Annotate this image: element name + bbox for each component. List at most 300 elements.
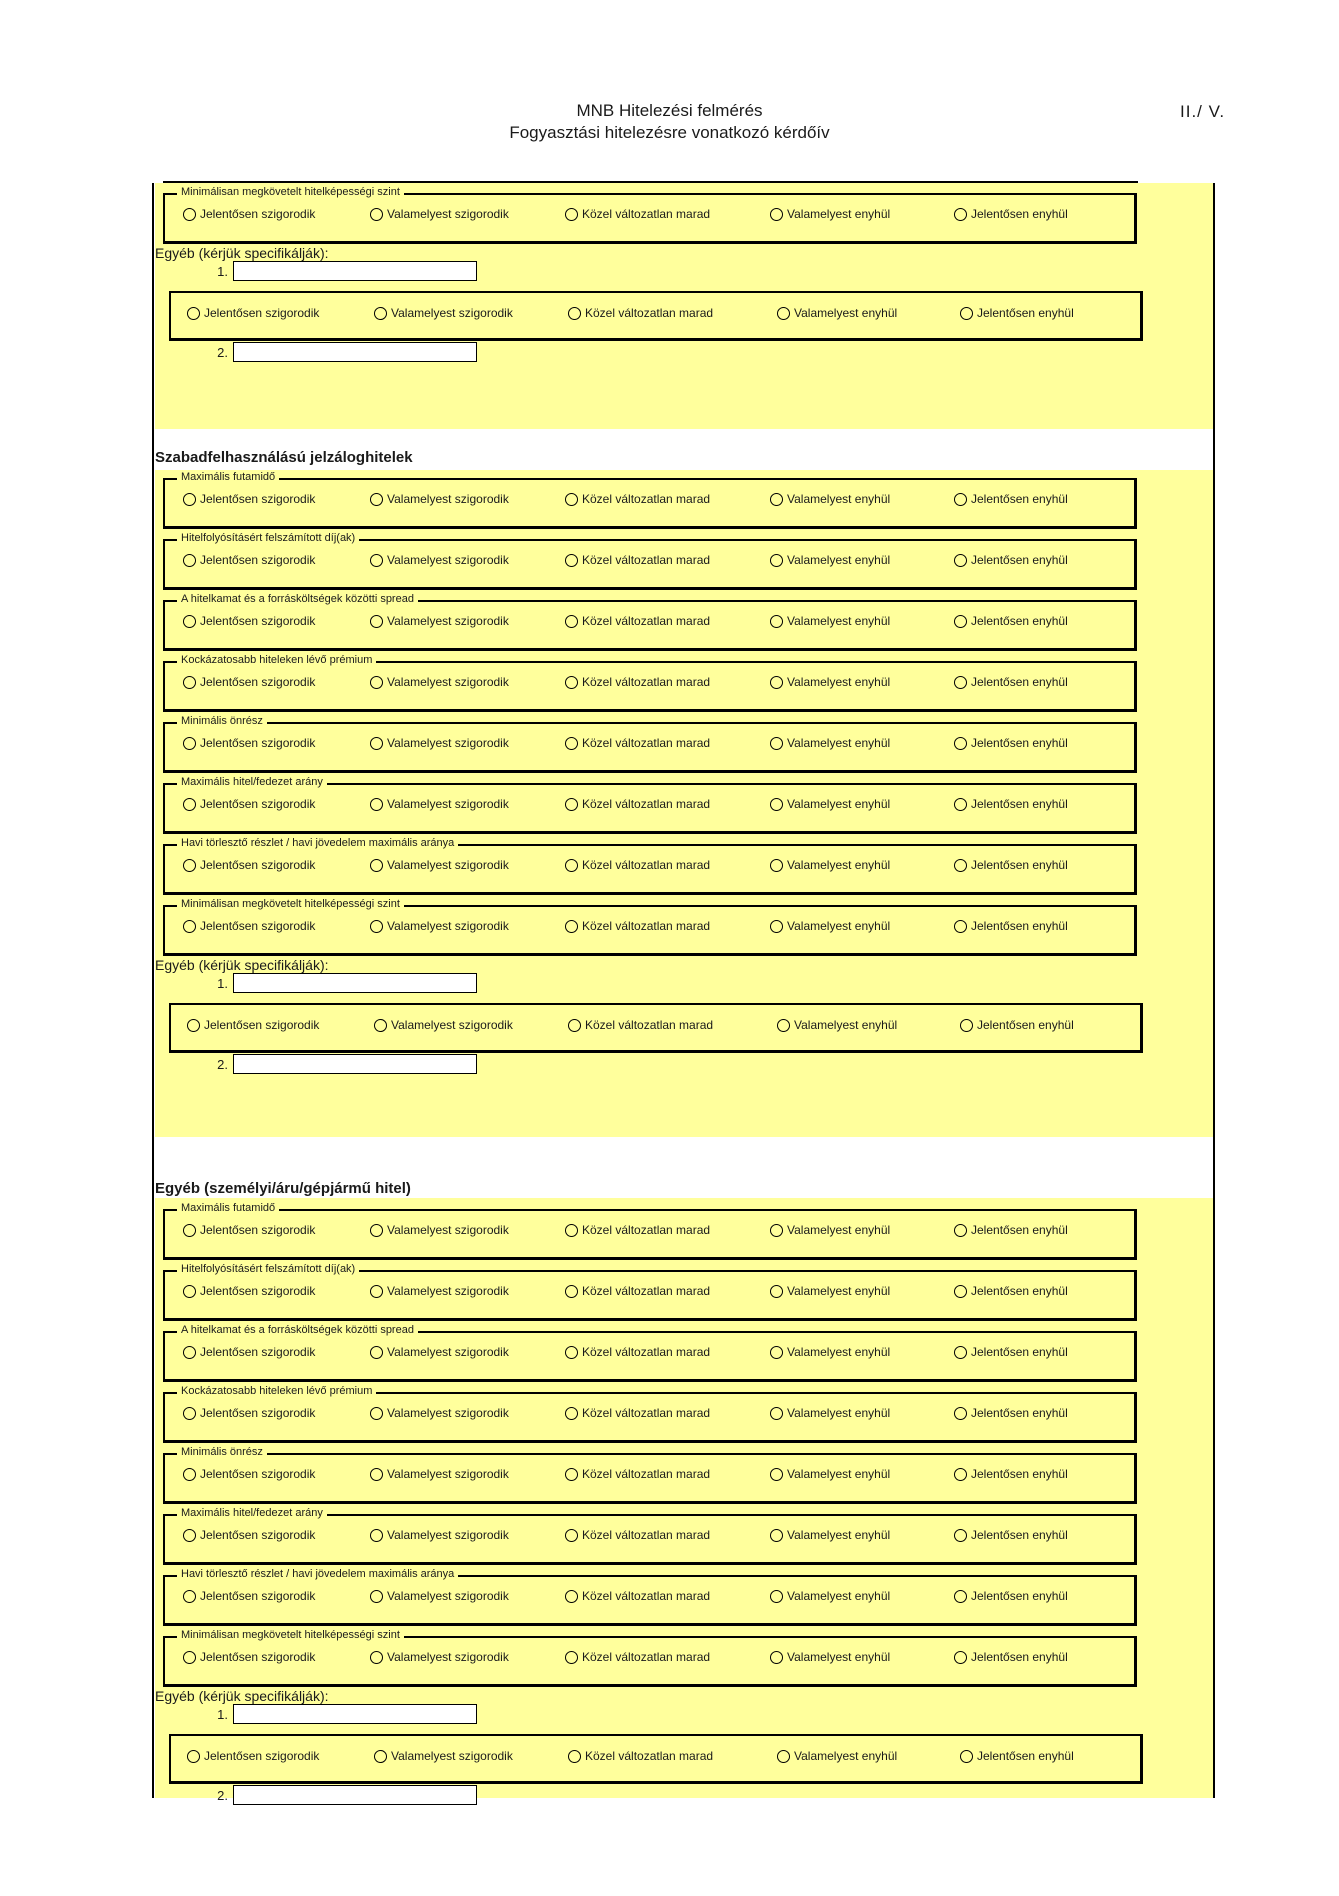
radio-option-label: Jelentősen szigorodik [200, 1467, 316, 1481]
radio-option[interactable] [954, 492, 1068, 506]
radio-button[interactable] [568, 307, 581, 320]
radio-option[interactable] [770, 492, 890, 506]
radio-option-label: Valamelyest enyhül [787, 797, 891, 811]
radio-option[interactable] [565, 614, 710, 628]
radio-button[interactable] [565, 1285, 578, 1298]
radio-option[interactable] [954, 207, 1068, 221]
radio-option[interactable] [770, 1467, 890, 1481]
radio-button[interactable] [954, 859, 967, 872]
other-item-number: 2. [217, 1057, 228, 1072]
radio-button[interactable] [770, 1285, 783, 1298]
radio-option[interactable] [777, 306, 897, 320]
radio-option-label: Jelentősen szigorodik [200, 1284, 316, 1298]
radio-option-label: Valamelyest szigorodik [387, 553, 509, 567]
radio-option[interactable] [565, 1528, 710, 1542]
radio-option[interactable] [370, 1345, 509, 1359]
radio-option-label: Valamelyest enyhül [787, 207, 891, 221]
radio-button[interactable] [183, 554, 196, 567]
radio-option-label: Valamelyest szigorodik [391, 1749, 513, 1763]
radio-option[interactable] [370, 1467, 509, 1481]
radio-option[interactable] [954, 858, 1068, 872]
radio-option-label: Jelentősen enyhül [971, 1223, 1068, 1237]
question-label: Maximális futamidő [177, 471, 279, 484]
radio-option[interactable] [954, 1223, 1068, 1237]
radio-button[interactable] [565, 1529, 578, 1542]
question-label: Minimális önrész [177, 1446, 267, 1459]
radio-option[interactable] [370, 736, 509, 750]
radio-option-label: Jelentősen enyhül [971, 858, 1068, 872]
radio-option[interactable] [568, 306, 713, 320]
question-panel [163, 1629, 1137, 1687]
radio-option[interactable] [565, 797, 710, 811]
radio-option-label: Jelentősen enyhül [977, 1749, 1074, 1763]
radio-button[interactable] [374, 307, 387, 320]
radio-button[interactable] [183, 1407, 196, 1420]
radio-option[interactable] [770, 675, 890, 689]
radio-option[interactable] [770, 1589, 890, 1603]
radio-option-label: Jelentősen enyhül [971, 1467, 1068, 1481]
radio-option-label: Közel változatlan marad [585, 306, 714, 320]
radio-option[interactable] [370, 1650, 509, 1664]
radio-button[interactable] [374, 1750, 387, 1763]
radio-button[interactable] [770, 1468, 783, 1481]
radio-button[interactable] [565, 737, 578, 750]
radio-button[interactable] [954, 1285, 967, 1298]
other-item-input[interactable] [233, 261, 477, 281]
question-panel [163, 186, 1137, 244]
radio-option-label: Jelentősen szigorodik [200, 614, 316, 628]
radio-button[interactable] [770, 208, 783, 221]
radio-button[interactable] [960, 1750, 973, 1763]
radio-option-label: Valamelyest enyhül [787, 736, 891, 750]
radio-button[interactable] [960, 1019, 973, 1032]
radio-option[interactable] [770, 736, 890, 750]
radio-option[interactable] [370, 207, 509, 221]
radio-option-label: Jelentősen szigorodik [204, 1749, 320, 1763]
radio-option[interactable] [954, 614, 1068, 628]
radio-button[interactable] [954, 1529, 967, 1542]
radio-button[interactable] [770, 1590, 783, 1603]
radio-button[interactable] [565, 1407, 578, 1420]
radio-button[interactable] [565, 676, 578, 689]
radio-option[interactable] [565, 675, 710, 689]
radio-option[interactable] [954, 553, 1068, 567]
radio-option[interactable] [777, 1749, 897, 1763]
radio-button[interactable] [183, 1468, 196, 1481]
radio-button[interactable] [565, 798, 578, 811]
radio-option-label: Közel változatlan marad [582, 1650, 711, 1664]
question-label: Havi törlesztő részlet / havi jövedelem maximális aránya [177, 837, 458, 850]
answer-options [165, 1516, 1134, 1562]
radio-option[interactable] [187, 1018, 319, 1032]
answer-options [171, 293, 1140, 338]
answer-options [165, 1455, 1134, 1501]
question-label: A hitelkamat és a forrásköltségek közötti spread [177, 593, 418, 606]
answer-options [165, 480, 1134, 526]
radio-option-label: Valamelyest szigorodik [391, 306, 513, 320]
radio-option-label: Közel változatlan marad [582, 1528, 711, 1542]
radio-button[interactable] [770, 1346, 783, 1359]
radio-option[interactable] [954, 736, 1068, 750]
radio-option[interactable] [565, 1223, 710, 1237]
radio-button[interactable] [370, 1285, 383, 1298]
radio-option[interactable] [187, 1749, 319, 1763]
radio-button[interactable] [770, 676, 783, 689]
radio-option-label: Valamelyest szigorodik [387, 1223, 509, 1237]
radio-option[interactable] [565, 1589, 710, 1603]
radio-button[interactable] [183, 1529, 196, 1542]
radio-option[interactable] [374, 1018, 513, 1032]
radio-option-label: Közel változatlan marad [585, 1749, 714, 1763]
radio-option[interactable] [183, 1223, 315, 1237]
radio-option-label: Jelentősen enyhül [971, 675, 1068, 689]
radio-option[interactable] [183, 1467, 315, 1481]
radio-button[interactable] [954, 798, 967, 811]
radio-option[interactable] [374, 1749, 513, 1763]
radio-button[interactable] [370, 1651, 383, 1664]
radio-option[interactable] [370, 1223, 509, 1237]
radio-option[interactable] [183, 1528, 315, 1542]
question-panel [163, 1507, 1137, 1565]
radio-option-label: Valamelyest szigorodik [387, 1589, 509, 1603]
question-panel [163, 1202, 1137, 1260]
question-panel [163, 1263, 1137, 1321]
radio-button[interactable] [770, 493, 783, 506]
radio-button[interactable] [954, 1407, 967, 1420]
radio-option[interactable] [954, 1528, 1068, 1542]
radio-option-label: Közel változatlan marad [582, 675, 711, 689]
radio-button[interactable] [954, 1651, 967, 1664]
radio-option-label: Valamelyest enyhül [787, 858, 891, 872]
radio-option[interactable] [370, 614, 509, 628]
radio-option-label: Közel változatlan marad [582, 1345, 711, 1359]
radio-button[interactable] [370, 859, 383, 872]
radio-option[interactable] [770, 614, 890, 628]
radio-button[interactable] [565, 1651, 578, 1664]
radio-option[interactable] [565, 1650, 710, 1664]
radio-button[interactable] [370, 1590, 383, 1603]
radio-option[interactable] [565, 492, 710, 506]
radio-option[interactable] [770, 1223, 890, 1237]
radio-button[interactable] [565, 1224, 578, 1237]
radio-option-label: Valamelyest enyhül [787, 919, 891, 933]
radio-option[interactable] [370, 553, 509, 567]
radio-option-label: Valamelyest enyhül [787, 675, 891, 689]
radio-option[interactable] [183, 797, 315, 811]
radio-option-label: Közel változatlan marad [582, 858, 711, 872]
radio-option[interactable] [370, 858, 509, 872]
radio-option[interactable] [954, 1650, 1068, 1664]
radio-option-label: Valamelyest enyhül [787, 1406, 891, 1420]
radio-option[interactable] [565, 1406, 710, 1420]
radio-button[interactable] [565, 1590, 578, 1603]
radio-option[interactable] [770, 1528, 890, 1542]
radio-button[interactable] [770, 1407, 783, 1420]
border-line [163, 181, 1138, 183]
radio-button[interactable] [568, 1750, 581, 1763]
radio-button[interactable] [770, 920, 783, 933]
radio-option-label: Valamelyest enyhül [787, 1650, 891, 1664]
radio-button[interactable] [777, 1750, 790, 1763]
radio-button[interactable] [954, 1468, 967, 1481]
radio-button[interactable] [565, 1468, 578, 1481]
radio-option[interactable] [370, 1406, 509, 1420]
radio-option[interactable] [183, 614, 315, 628]
radio-option[interactable] [370, 1284, 509, 1298]
other-specify-label: Egyéb (kérjük specifikálják): [155, 1688, 329, 1704]
radio-option[interactable] [183, 1345, 315, 1359]
radio-button[interactable] [565, 208, 578, 221]
radio-option[interactable] [777, 1018, 897, 1032]
radio-option[interactable] [954, 919, 1068, 933]
radio-option-label: Valamelyest enyhül [787, 1345, 891, 1359]
radio-button[interactable] [370, 920, 383, 933]
radio-button[interactable] [370, 737, 383, 750]
other-answer-panel [169, 291, 1143, 341]
radio-option[interactable] [183, 1650, 315, 1664]
radio-option-label: Valamelyest szigorodik [387, 1345, 509, 1359]
radio-button[interactable] [565, 920, 578, 933]
question-label: Kockázatosabb hiteleken lévő prémium [177, 1385, 376, 1398]
radio-button[interactable] [770, 798, 783, 811]
answer-options [171, 1005, 1140, 1050]
radio-option[interactable] [183, 207, 315, 221]
radio-option[interactable] [960, 1018, 1074, 1032]
radio-option-label: Valamelyest enyhül [787, 1528, 891, 1542]
radio-button[interactable] [954, 920, 967, 933]
radio-option[interactable] [770, 919, 890, 933]
radio-option-label: Valamelyest enyhül [794, 1018, 898, 1032]
radio-option[interactable] [954, 675, 1068, 689]
radio-button[interactable] [960, 307, 973, 320]
radio-button[interactable] [568, 1019, 581, 1032]
radio-button[interactable] [954, 676, 967, 689]
radio-button[interactable] [770, 554, 783, 567]
radio-option[interactable] [565, 1284, 710, 1298]
radio-button[interactable] [374, 1019, 387, 1032]
radio-option[interactable] [954, 1589, 1068, 1603]
radio-option[interactable] [960, 1749, 1074, 1763]
answer-options [165, 1272, 1134, 1318]
radio-option[interactable] [954, 1406, 1068, 1420]
radio-option[interactable] [770, 797, 890, 811]
radio-option[interactable] [183, 858, 315, 872]
radio-option[interactable] [770, 1406, 890, 1420]
radio-option[interactable] [565, 736, 710, 750]
radio-option[interactable] [183, 1284, 315, 1298]
other-item-input[interactable] [233, 1054, 477, 1074]
radio-button[interactable] [954, 1590, 967, 1603]
radio-option-label: Közel változatlan marad [582, 1223, 711, 1237]
radio-button[interactable] [183, 208, 196, 221]
radio-option-label: Valamelyest enyhül [794, 306, 898, 320]
answer-options [165, 785, 1134, 831]
radio-option-label: Valamelyest enyhül [787, 1284, 891, 1298]
radio-option[interactable] [565, 858, 710, 872]
radio-option-label: Jelentősen enyhül [971, 492, 1068, 506]
answer-options [165, 907, 1134, 953]
radio-button[interactable] [565, 554, 578, 567]
radio-option[interactable] [954, 797, 1068, 811]
radio-option[interactable] [370, 1589, 509, 1603]
radio-button[interactable] [370, 1529, 383, 1542]
radio-button[interactable] [770, 1529, 783, 1542]
radio-option-label: Jelentősen szigorodik [204, 306, 320, 320]
radio-option-label: Jelentősen szigorodik [200, 492, 316, 506]
radio-option-label: Jelentősen enyhül [977, 306, 1074, 320]
radio-button[interactable] [370, 554, 383, 567]
question-label: Maximális hitel/fedezet arány [177, 1507, 327, 1520]
radio-button[interactable] [954, 554, 967, 567]
radio-option[interactable] [183, 492, 315, 506]
radio-option[interactable] [954, 1345, 1068, 1359]
radio-option[interactable] [565, 919, 710, 933]
border-line [152, 183, 154, 1798]
other-item-input[interactable] [233, 1704, 477, 1724]
radio-option-label: Jelentősen enyhül [971, 919, 1068, 933]
radio-button[interactable] [954, 615, 967, 628]
radio-option[interactable] [770, 858, 890, 872]
radio-button[interactable] [565, 615, 578, 628]
radio-button[interactable] [370, 1468, 383, 1481]
radio-option-label: Jelentősen enyhül [971, 207, 1068, 221]
radio-option-label: Valamelyest enyhül [787, 1589, 891, 1603]
radio-option[interactable] [770, 1650, 890, 1664]
radio-option[interactable] [954, 1467, 1068, 1481]
radio-option[interactable] [183, 675, 315, 689]
other-item-number: 2. [217, 345, 228, 360]
radio-button[interactable] [954, 1346, 967, 1359]
radio-button[interactable] [183, 493, 196, 506]
answer-options [165, 541, 1134, 587]
radio-option[interactable] [370, 919, 509, 933]
question-panel [163, 837, 1137, 895]
question-panel [163, 898, 1137, 956]
radio-button[interactable] [183, 1224, 196, 1237]
radio-option-label: Jelentősen szigorodik [200, 1345, 316, 1359]
radio-option[interactable] [568, 1749, 713, 1763]
radio-option-label: Valamelyest enyhül [794, 1749, 898, 1763]
radio-option[interactable] [183, 736, 315, 750]
radio-option[interactable] [568, 1018, 713, 1032]
radio-button[interactable] [777, 307, 790, 320]
radio-button[interactable] [183, 798, 196, 811]
radio-button[interactable] [187, 1019, 200, 1032]
radio-button[interactable] [565, 859, 578, 872]
radio-option[interactable] [183, 553, 315, 567]
radio-option[interactable] [370, 1528, 509, 1542]
radio-option-label: Valamelyest szigorodik [387, 492, 509, 506]
radio-button[interactable] [370, 1346, 383, 1359]
radio-option[interactable] [565, 1467, 710, 1481]
radio-option[interactable] [565, 207, 710, 221]
radio-button[interactable] [370, 676, 383, 689]
question-label: Havi törlesztő részlet / havi jövedelem maximális aránya [177, 1568, 458, 1581]
radio-option[interactable] [183, 919, 315, 933]
other-item-input[interactable] [233, 973, 477, 993]
answer-options [165, 724, 1134, 770]
radio-button[interactable] [370, 615, 383, 628]
radio-option[interactable] [770, 207, 890, 221]
radio-button[interactable] [565, 1346, 578, 1359]
radio-button[interactable] [565, 493, 578, 506]
radio-option[interactable] [565, 1345, 710, 1359]
radio-option-label: Jelentősen enyhül [971, 1345, 1068, 1359]
answer-options [165, 663, 1134, 709]
radio-button[interactable] [187, 307, 200, 320]
radio-button[interactable] [370, 1224, 383, 1237]
radio-button[interactable] [183, 1285, 196, 1298]
other-item-input[interactable] [233, 1785, 477, 1805]
radio-option[interactable] [183, 1406, 315, 1420]
radio-button[interactable] [954, 208, 967, 221]
radio-option-label: Jelentősen enyhül [971, 736, 1068, 750]
radio-button[interactable] [954, 493, 967, 506]
radio-option[interactable] [770, 1345, 890, 1359]
radio-button[interactable] [370, 493, 383, 506]
radio-option[interactable] [770, 553, 890, 567]
radio-option-label: Közel változatlan marad [582, 614, 711, 628]
radio-button[interactable] [770, 1651, 783, 1664]
radio-button[interactable] [187, 1750, 200, 1763]
radio-button[interactable] [777, 1019, 790, 1032]
radio-option[interactable] [954, 1284, 1068, 1298]
radio-button[interactable] [770, 859, 783, 872]
radio-option-label: Valamelyest szigorodik [387, 675, 509, 689]
other-specify-label: Egyéb (kérjük specifikálják): [155, 245, 329, 261]
radio-button[interactable] [183, 615, 196, 628]
question-panel [163, 471, 1137, 529]
radio-button[interactable] [183, 1590, 196, 1603]
radio-button[interactable] [954, 737, 967, 750]
radio-button[interactable] [183, 737, 196, 750]
radio-button[interactable] [370, 208, 383, 221]
radio-option[interactable] [187, 306, 319, 320]
radio-button[interactable] [770, 737, 783, 750]
radio-option[interactable] [370, 492, 509, 506]
radio-option-label: Valamelyest szigorodik [387, 614, 509, 628]
radio-button[interactable] [183, 1651, 196, 1664]
radio-option[interactable] [960, 306, 1074, 320]
radio-option-label: Valamelyest szigorodik [387, 1528, 509, 1542]
radio-button[interactable] [370, 798, 383, 811]
answer-options [165, 195, 1134, 241]
radio-option-label: Jelentősen enyhül [971, 1284, 1068, 1298]
radio-button[interactable] [770, 615, 783, 628]
border-line [1213, 183, 1215, 1798]
radio-option[interactable] [374, 306, 513, 320]
other-item-input[interactable] [233, 342, 477, 362]
radio-button[interactable] [954, 1224, 967, 1237]
radio-button[interactable] [183, 859, 196, 872]
question-panel [163, 654, 1137, 712]
radio-option-label: Közel változatlan marad [582, 207, 711, 221]
radio-option[interactable] [370, 797, 509, 811]
radio-option-label: Jelentősen szigorodik [200, 1406, 316, 1420]
answer-options [165, 1394, 1134, 1440]
radio-button[interactable] [183, 1346, 196, 1359]
radio-option[interactable] [565, 553, 710, 567]
answer-options [171, 1736, 1140, 1781]
radio-button[interactable] [770, 1224, 783, 1237]
radio-button[interactable] [370, 1407, 383, 1420]
radio-button[interactable] [183, 920, 196, 933]
radio-option[interactable] [770, 1284, 890, 1298]
radio-option[interactable] [183, 1589, 315, 1603]
radio-button[interactable] [183, 676, 196, 689]
radio-option[interactable] [370, 675, 509, 689]
radio-option-label: Valamelyest enyhül [787, 492, 891, 506]
